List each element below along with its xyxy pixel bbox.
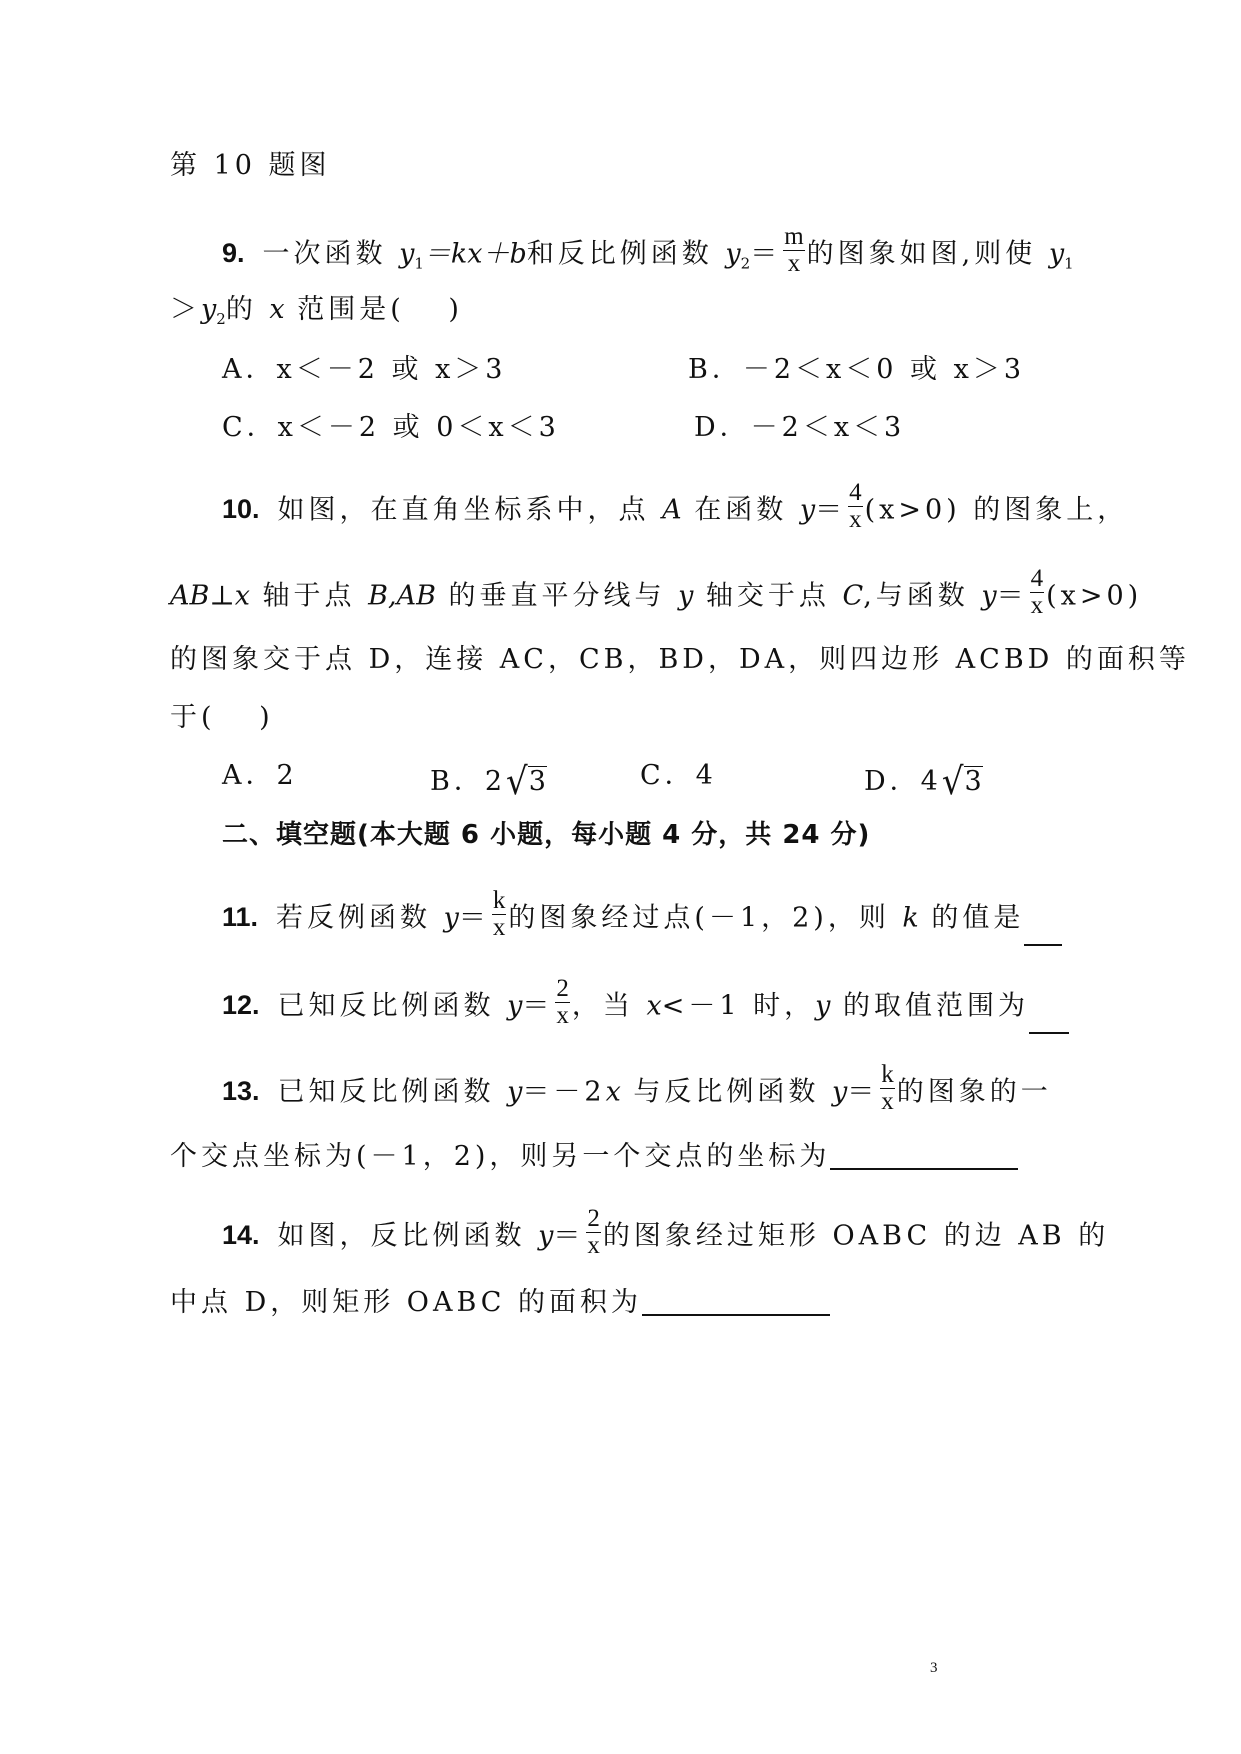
figure-caption: 第 10 题图 — [170, 150, 331, 181]
option-a: A．x＜－2 或 x＞3 — [222, 354, 507, 385]
option-d: D．－2＜x＜3 — [694, 412, 906, 443]
option-c: C．x＜－2 或 0＜x＜3 — [222, 412, 560, 443]
question-9-line-1: 9. 一次函数 $y_1=kx+b$和反比例函数 $y_2=$ $\frac{m}{x}$ 的图象如图,则使 $y_1$ — [222, 223, 1074, 278]
answer-blank — [830, 1140, 1018, 1170]
fraction: $\frac{2}{x}$ — [587, 1205, 600, 1260]
question-10-line-4: 于( ) — [170, 702, 274, 733]
question-10-line-2: AB⊥x 轴于点 B,AB 的垂直平分线与 y 轴交于点 C,与函数 y＝ $\frac{4}{x}$ (x>0) — [170, 565, 1143, 620]
option-d: D．4√3 — [864, 760, 982, 804]
question-10-line-1: 10. 如图，在直角坐标系中，点 A 在函数 y＝ $\frac{4}{x}$ (x>0) 的图象上， — [222, 479, 1129, 534]
question-9-line-2: $>y_2$的 x 范围是( ) — [170, 294, 463, 328]
option-b: B．－2＜x＜0 或 x＞3 — [688, 354, 1025, 385]
fraction: $\frac{2}{x}$ — [556, 975, 569, 1030]
question-13-line-2: 个交点坐标为(－1，2)，则另一个交点的坐标为 — [170, 1140, 1018, 1170]
question-number: 10. — [222, 494, 260, 525]
option-b: B．2√3 — [430, 760, 546, 804]
square-root: √3 — [941, 760, 982, 804]
fraction: $\frac{4}{x}$ — [1030, 565, 1044, 620]
question-14-line-2: 中点 D，则矩形 OABC 的面积为 — [170, 1286, 830, 1316]
section-heading: 二、填空题(本大题 6 小题，每小题 4 分，共 24 分) — [222, 820, 871, 850]
question-number: 11. — [222, 902, 259, 933]
question-number: 12. — [222, 990, 260, 1021]
question-13-line-1: 13. 已知反比例函数 y＝－2x 与反比例函数 y＝ $\frac{k}{x}$ 的图象的一 — [222, 1061, 1052, 1116]
question-number: 9. — [222, 238, 245, 269]
answer-blank — [1024, 916, 1062, 946]
question-10-line-3: 的图象交于点 D，连接 AC，CB，BD，DA，则四边形 ACBD 的面积等 — [170, 644, 1190, 675]
question-11: 11. 若反例函数 y＝ $\frac{k}{x}$ 的图象经过点(－1，2)，则 k 的值是 — [222, 892, 1062, 946]
answer-blank — [1029, 1004, 1069, 1034]
answer-blank — [642, 1286, 830, 1316]
square-root: √3 — [506, 760, 546, 804]
fraction: $\frac{m}{x}$ — [784, 223, 804, 278]
fraction: $\frac{k}{x}$ — [492, 887, 506, 942]
fraction: $\frac{4}{x}$ — [849, 479, 862, 534]
question-12: 12. 已知反比例函数 y＝ $\frac{2}{x}$ ，当 x<－1 时，y 的取值范围为 — [222, 980, 1069, 1034]
option-a: A．2 — [222, 760, 298, 791]
fraction: $\frac{k}{x}$ — [881, 1061, 894, 1116]
question-14-line-1: 14. 如图，反比例函数 y＝ $\frac{2}{x}$ 的图象经过矩形 OABC 的边 AB 的 — [222, 1205, 1110, 1260]
question-number: 14. — [222, 1220, 260, 1251]
page-number: 3 — [930, 1660, 938, 1676]
option-c: C．4 — [640, 760, 717, 791]
question-number: 13. — [222, 1076, 260, 1107]
